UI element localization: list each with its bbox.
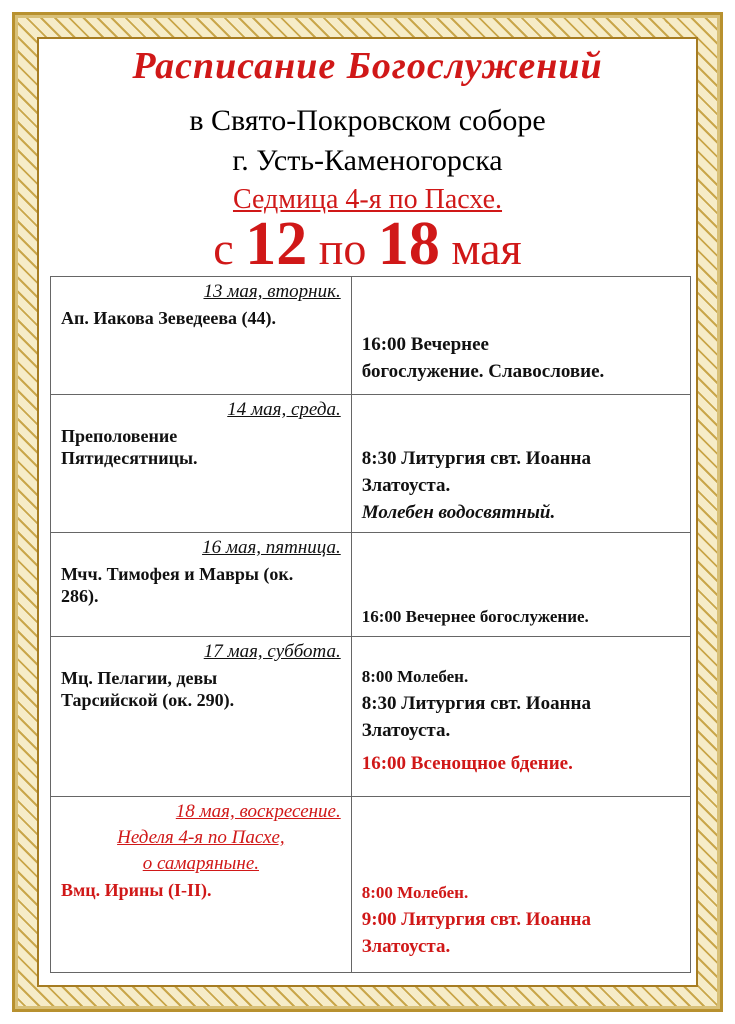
saint-text: Вмц. Ирины (I-II). — [61, 880, 212, 900]
day-cell — [51, 277, 352, 395]
page-title: Расписание Богослужений — [132, 45, 603, 87]
service-line: 16:00 Всенощное бдение. — [361, 753, 573, 774]
day-label: 13 мая, вторник. — [203, 281, 341, 302]
schedule-row — [51, 797, 691, 973]
city-name: г. Усть-Каменогорска — [232, 144, 503, 177]
services-cell — [351, 277, 690, 395]
schedule-row — [51, 395, 691, 533]
date-range — [0, 212, 735, 281]
services-cell — [351, 533, 690, 637]
service-line: 8:00 Молебен. — [361, 667, 469, 686]
date-to-number: 18 — [377, 210, 440, 278]
service-line: богослужение. Славословие. — [361, 361, 605, 382]
day-label: 16 мая, пятница. — [202, 537, 341, 558]
day-cell — [51, 395, 352, 533]
saint-text: Ап. Иакова Зеведеева (44). — [61, 308, 277, 328]
date-from-number: 12 — [245, 210, 308, 278]
service-line: Молебен водосвятный. — [361, 502, 556, 523]
cathedral-name: в Свято-Покровском соборе — [189, 104, 546, 137]
service-line: 8:00 Молебен. — [361, 883, 469, 902]
day-label: 17 мая, суббота. — [203, 641, 341, 662]
schedule-row — [51, 277, 691, 395]
service-line: 16:00 Вечернее — [361, 334, 489, 355]
feast-line: Неделя 4-я по Пасхе, — [117, 827, 285, 848]
schedule-table — [50, 276, 691, 973]
date-month: мая — [451, 223, 522, 274]
service-line: 9:00 Литургия свт. Иоанна Златоуста. — [361, 909, 591, 957]
day-cell — [51, 797, 352, 973]
service-line: 16:00 Вечернее богослужение. — [361, 607, 589, 626]
schedule-row — [51, 637, 691, 797]
day-cell — [51, 637, 352, 797]
saint-text: Преполовение Пятидесятницы. — [61, 426, 198, 468]
service-line: 8:30 Литургия свт. Иоанна Златоуста. — [361, 693, 591, 741]
date-from-word: с — [213, 223, 234, 274]
services-cell — [351, 637, 690, 797]
service-line: 8:30 Литургия свт. Иоанна Златоуста. — [361, 448, 591, 496]
day-label: 14 мая, среда. — [227, 399, 341, 420]
services-cell — [351, 797, 690, 973]
saint-text: Мц. Пелагии, девы Тарсийской (ок. 290). — [61, 668, 235, 710]
services-cell — [351, 395, 690, 533]
day-cell — [51, 533, 352, 637]
week-name: Седмица 4-я по Пасхе. — [232, 184, 503, 215]
feast-line: о самаряныне. — [142, 853, 260, 874]
date-mid-word: по — [318, 223, 367, 274]
schedule-row — [51, 533, 691, 637]
saint-text: Мчч. Тимофея и Мавры (ок. 286). — [61, 564, 294, 606]
day-label: 18 мая, воскресение. — [175, 801, 341, 822]
